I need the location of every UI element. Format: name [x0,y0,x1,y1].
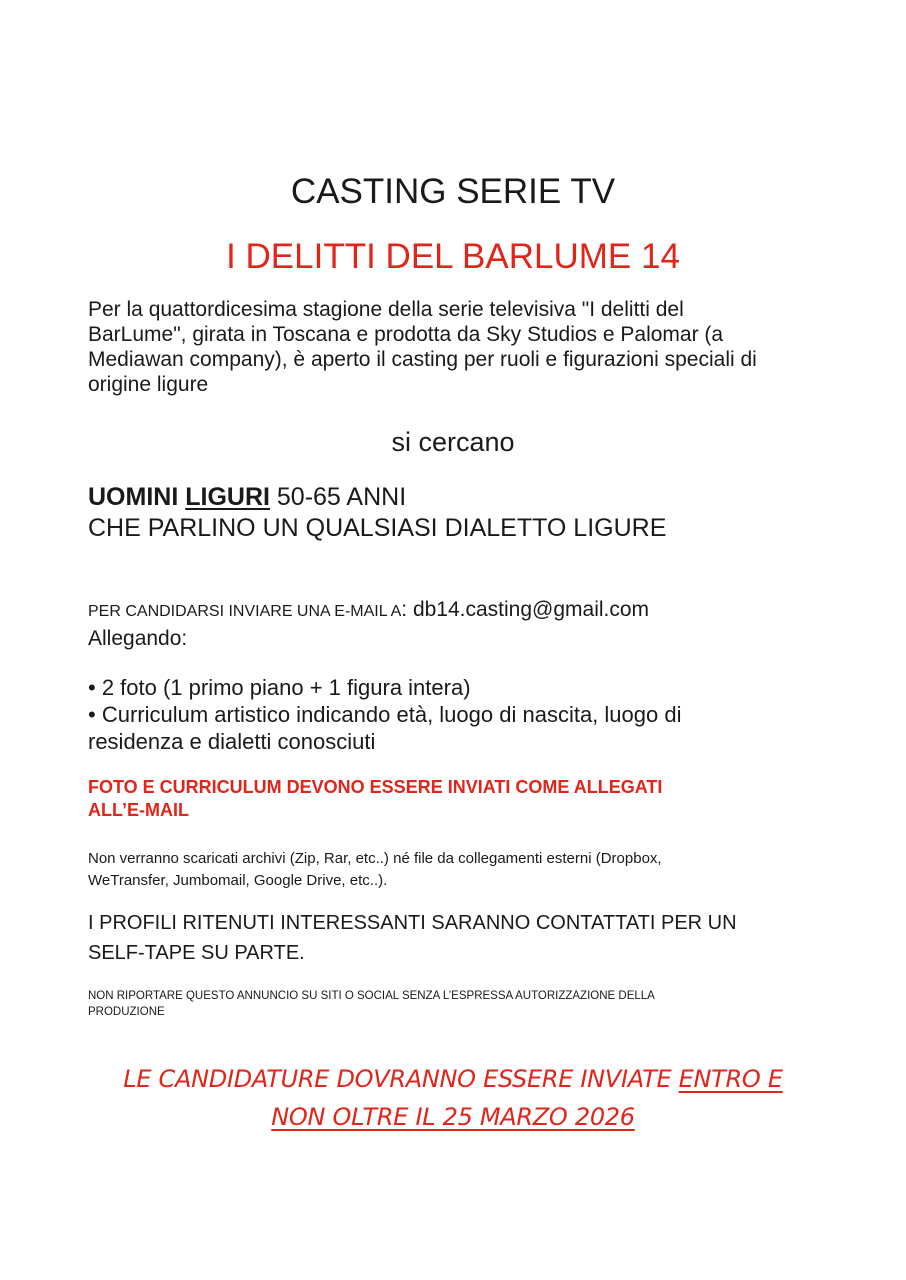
deadline-notice [60,1060,846,1136]
page-title: CASTING SERIE TV [290,172,616,211]
disclaimer-line: PRODUZIONE [88,1006,165,1018]
intro-line: BarLume", girata in Toscana e prodotta da Sky Studios e Palomar (a [88,323,724,346]
note-line: WeTransfer, Jumbomail, Google Drive, etc..). [88,872,388,889]
attachments-list [88,674,848,755]
uomini-label: UOMINI [88,483,179,511]
disclaimer-line: NON RIPORTARE QUESTO ANNUNCIO SU SITI O SOCIAL SENZA L’ESPRESSA AUTORIZZAZIONE DELLA [88,990,655,1002]
profiles-notice [88,908,828,968]
intro-line: Per la quattordicesima stagione della serie televisiva "I delitti del [88,298,684,321]
requirement-line-1 [88,482,848,513]
intro-line: Mediawan company), è aperto il casting per ruoli e figurazioni speciali di [88,348,757,371]
profiles-line: SELF-TAPE SU PARTE. [88,942,305,964]
warning-line: FOTO E CURRICULUM DEVONO ESSERE INVIATI COME ALLEGATI [88,777,663,797]
deadline-date: NON OLTRE IL 25 MARZO 2026 [271,1103,635,1131]
warning-line: ALL’E-MAIL [88,800,189,820]
intro-paragraph [88,297,828,397]
download-note [88,848,808,892]
colon: : [401,598,413,621]
disclaimer [88,988,828,1020]
profiles-line: I PROFILI RITENUTI INTERESSANTI SARANNO CONTATTATI PER UN [88,912,737,934]
series-title: I DELITTI DEL BARLUME 14 [226,237,680,276]
deadline-text: LE CANDIDATURE DOVRANNO ESSERE INVIATE [123,1065,679,1093]
age-range: 50-65 ANNI [269,483,407,511]
attachment-warning [88,776,848,822]
list-item: • Curriculum artistico indicando età, luogo di nascita, luogo di [88,702,682,727]
si-cercano-heading: si cercano [391,427,515,457]
deadline-underlined: ENTRO E [678,1065,783,1093]
note-line: Non verranno scaricati archivi (Zip, Rar, etc..) né file da collegamenti esterni (Dropbox, [88,850,662,867]
application-label: PER CANDIDARSI INVIARE UNA E-MAIL A [88,603,402,620]
application-instructions [88,596,848,652]
allegando-label: Allegando: [88,627,188,650]
liguri-label: LIGURI [185,483,270,511]
list-item: • 2 foto (1 primo piano + 1 figura intera) [88,675,471,700]
email-address[interactable]: db14.casting@gmail.com [412,598,650,621]
requirements [88,482,848,544]
list-item-continuation: residenza e dialetti conosciuti [88,729,376,754]
intro-line: origine ligure [88,373,209,396]
requirement-line-2: CHE PARLINO UN QUALSIASI DIALETTO LIGURE [88,514,667,542]
